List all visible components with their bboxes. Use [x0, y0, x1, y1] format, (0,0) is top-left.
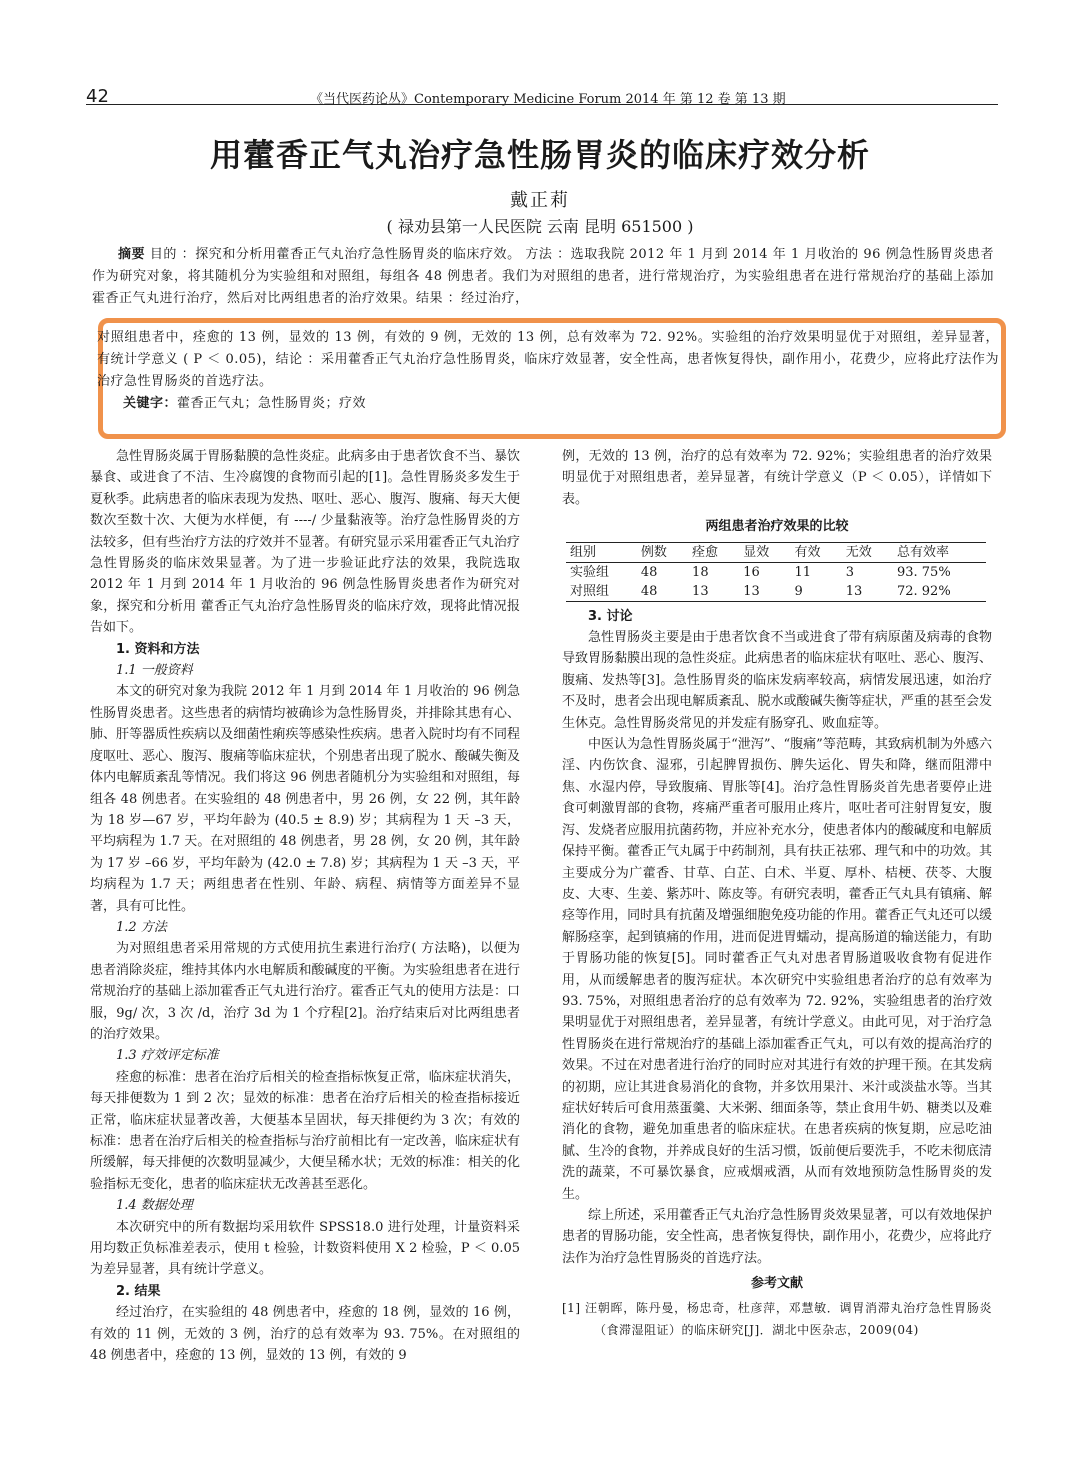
section-3-paragraph-2: 中医认为急性胃肠炎属于“泄泻”、“腹痛”等范畴，其致病机制为外感六淫、内伤饮食、湿邪，引起脾胃损伤、脾失运化、胃失和降，继而阻滞中焦、水湿内停，导致腹痛、胃胀等[4]。治疗急性胃肠炎首先患者要停止进食可刺激胃部的食物，疼痛严重者可服用止疼片，呕吐者可注射胃复安，腹泻、发烧者应服用抗菌药物，并应补充水分，使患者体内的酸碱度和电解质保持平衡。藿香正气丸属于中药制剂，具有扶正祛邪、理气和中的功效。其主要成分为广藿香、甘草、白芷、白术、半夏、厚朴、桔梗、茯苓、大腹皮、大枣、生姜、紫苏叶、陈皮等。有研究表明，藿香正气丸具有镇痛、解痉等作用，同时具有抗菌及增强细胞免疫功能的作用。藿香正气丸还可以缓解肠痉挛，起到镇痛的作用，进而促进胃蠕动，提高肠道的输送能力，有助于胃肠功能的恢复[5]。同时藿香正气丸对患者胃肠道吸收食物有促进作用，从而缓解患者的腹泻症状。本次研究中实验组患者治疗的总有效率为 93. 75%，对照组患者治疗的总有效率为 72. 92%，实验组患者的治疗效果明显优于对照组患者，差异显著，有统计学意义。由此可见，对于治疗急性胃肠炎在进行常规治疗的基础上添加霍香正气丸，可以有效的提高治疗的效果。不过在对患者进行治疗的同时应对其进行有效的护理干预。在其发病的初期，应让其进食易消化的食物，并多饮用果汁、米汁或淡盐水等。当其症状好转后可食用蒸蛋羹、大米粥、细面条等，禁止食用牛奶、糖类以及难消化的食物，避免加重患者的临床症状。在患者疾病的恢复期，应忌吃油腻、生冷的食物，并养成良好的生活习惯，饭前便后要洗手，不吃未彻底清洗的蔬菜，不可暴饮暴食，应戒烟戒酒，从而有效地预防急性肠胃炎的发生。 [562, 737, 992, 1202]
section-3-paragraph-3: 综上所述，采用藿香正气丸治疗急性肠胃炎效果显著，可以有效地保护患者的胃肠功能，安全性高，患者恢复得快，副作用小，花费少，应将此疗法作为治疗急性胃肠炎的首选疗法。 [562, 1208, 992, 1266]
table-cell: 9 [794, 583, 803, 599]
table-cell: 13 [845, 583, 863, 599]
results-continued: 例，无效的 13 例，治疗的总有效率为 72. 92%；实验组患者的治疗效果明显优于对照组患者，差异显著，有统计学意义（P ＜ 0.05），详情如下表。 [562, 449, 992, 507]
table-cell: 48 [640, 564, 658, 580]
author: 戴正莉 [510, 190, 570, 211]
journal-header: 《当代医药论丛》Contemporary Medicine Forum 2014 年 第 12 卷 第 13 期 [310, 92, 786, 107]
table-row [566, 562, 986, 582]
intro-paragraph: 急性胃肠炎属于胃肠黏膜的急性炎症。此病多由于患者饮食不当、暴饮暴食、或进食了不洁、生冷腐馊的食物而引起的[1]。急性胃肠炎多发生于夏秋季。此病患者的临床表现为发热、呕吐、恶心、腹泻、腹痛、每天大便数次至数十次、大便为水样便，有 ----/ 少量黏液等。治疗急性肠胃炎的方法较多，但有些治疗方法的疗效并不显著。有研究显示采用霍香正气丸治疗急性胃肠炎的临床效果显著。为了进一步验证此疗法的效果，我院选取 2012 年 1 月到 2014 年 1 月收治的 96 例急性肠胃炎患者作为研究对象，探究和分析用 藿香正气丸治疗急性肠胃炎的临床疗效，现将此情况报告如下。 [90, 449, 520, 636]
section-3-heading: 3. 讨论 [588, 608, 633, 624]
table-cell: 48 [640, 583, 658, 599]
abstract-label: 摘要 [118, 247, 146, 262]
table-cell: 72. 92% [896, 583, 951, 599]
references-heading: 参考文献 [750, 1276, 803, 1292]
paper-title: 用藿香正气丸治疗急性肠胃炎的临床疗效分析 [209, 136, 870, 174]
section-3-paragraph-1: 急性胃肠炎主要是由于患者饮食不当或进食了带有病原菌及病毒的食物导致胃肠黏膜出现的急性炎症。此病患者的临床症状有呕吐、恶心、腹泻、腹痛、发热等[3]。急性肠胃炎的临床发病率较高，病情发展迅速，如治疗不及时，患者会出现电解质紊乱、脱水或酸碱失衡等症状，严重的甚至会发生休克。急性胃肠炎常见的并发症有肠穿孔、败血症等。 [562, 630, 992, 731]
table-cell: 13 [692, 583, 709, 599]
table-header: 总有效率 [896, 544, 949, 560]
table-cell: 实验组 [570, 564, 610, 580]
section-1-2-heading: 1.2 方法 [116, 919, 167, 935]
section-1-2-text: 为对照组患者采用常规的方式使用抗生素进行治疗( 方法略)，以便为患者消除炎症，维持其体内水电解质和酸碱度的平衡。为实验组患者在进行常规治疗的基础上添加霍香正气丸进行治疗。霍香正气丸的使用方法是：口服，9g/ 次，3 次 /d，治疗 3d 为 1 个疗程[2]。治疗结束后对比两组患者的治疗效果。 [90, 941, 520, 1042]
table-header: 有效 [794, 544, 821, 560]
table-cell: 对照组 [570, 583, 610, 599]
left-column [90, 446, 520, 1366]
section-1-4-heading: 1.4 数据处理 [116, 1198, 193, 1214]
table-cell: 13 [743, 583, 760, 599]
section-1-3-text: 痊愈的标准：患者在治疗后相关的检查指标恢复正常，临床症状消失，每天排便数为 1 到 2 次；显效的标准：患者在治疗后相关的检查指标接近正常，临床症状显著改善，大便基本呈固状，每天排便约为 3 次；有效的标准：患者在治疗后相关的检查指标与治疗前相比有一定改善，临床症状有所缓解，每天排便的次数明显减少，大便呈稀水状；无效的标准：相关的化验指标无变化，患者的临床症状无改善甚至恶化。 [90, 1069, 520, 1192]
section-1-3-heading: 1.3 疗效评定标准 [116, 1048, 219, 1064]
affiliation: ( 禄劝县第一人民医院 云南 昆明 651500 ) [386, 217, 694, 236]
table-cell: 16 [743, 564, 760, 580]
section-1-heading: 1. 资料和方法 [116, 641, 200, 657]
table-header-row [566, 542, 986, 562]
page-number: 42 [86, 86, 109, 107]
highlight-text: 对照组患者中，痊愈的 13 例，显效的 13 例，有效的 9 例，无效的 13 例，总有效率为 72. 92%。实验组的治疗效果明显优于对照组，差异显著，有统计学意义 ( P ＜ 0.05)，结论 ：采用藿香正气丸治疗急性肠胃炎，临床疗效显著，安全性高，患者恢复得快，副作用小，花费少，应将此疗法作为治疗急性胃肠炎的首选疗法。 [97, 330, 999, 389]
results-table [566, 542, 986, 602]
section-1-1-heading: 1.1 一般资料 [116, 663, 193, 679]
table-header: 组别 [570, 544, 597, 560]
reference-item: [1] 汪朝晖，陈丹曼，杨忠奇，杜彦萍，邓慧敏．调胃消滞丸治疗急性胃肠炎（食滞湿阻证）的临床研究[J]．湖北中医杂志，2009(04) [562, 1300, 992, 1337]
abstract-text [92, 244, 994, 310]
table-cell: 3 [845, 564, 855, 580]
table-cell: 18 [692, 564, 709, 580]
keywords-text: 藿香正气丸；急性肠胃炎；疗效 [177, 396, 367, 411]
highlight-content [97, 327, 999, 415]
keywords-label: 关键字： [123, 396, 178, 411]
table-title: 两组患者治疗效果的比较 [705, 519, 849, 535]
table-header: 痊愈 [692, 544, 719, 560]
table-cell: 11 [794, 564, 812, 580]
keywords [97, 393, 999, 415]
right-column [562, 446, 992, 1341]
section-2-text: 经过治疗，在实验组的 48 例患者中，痊愈的 18 例，显效的 16 例，有效的 11 例，无效的 3 例，治疗的总有效率为 93. 75%。在对照组的 48 例患者中，痊愈的 13 例，显效的 13 例，有效的 9 [90, 1305, 520, 1364]
header-rule [86, 104, 998, 105]
abstract-body: 目的 ：探究和分析用藿香正气丸治疗急性肠胃炎的临床疗效。 方法 ：选取我院 2012 年 1 月到 2014 年 1 月收治的 96 例急性肠胃炎患者作为研究对象，将其随机分为实验组和对照组，每组各 48 例患者。我们为对照组的患者，进行常规治疗，为实验组患者在进行常规治疗的基础上添加霍香正气丸进行治疗，然后对比两组患者的治疗效果。结果 ：经过治疗， [92, 247, 994, 306]
abstract [92, 244, 994, 310]
table-header: 无效 [845, 544, 872, 560]
table-cell: 93. 75% [896, 564, 951, 580]
table-header: 例数 [640, 544, 667, 560]
highlight-box [98, 318, 1006, 439]
section-1-1-text: 本文的研究对象为我院 2012 年 1 月到 2014 年 1 月收治的 96 例急性肠胃炎患者。这些患者的病情均被确诊为急性肠胃炎，并排除其患有心、肺、肝等器质性疾病以及细菌性痢疾等感染性疾病。患者入院时均有不同程度呕吐、恶心、腹泻、腹痛等临床症状，个别患者出现了脱水、酸碱失衡及体内电解质紊乱等情况。我们将这 96 例患者随机分为实验组和对照组，每组各 48 例患者。在实验组的 48 例患者中，男 26 例，女 22 例，其年龄为 18 岁—67 岁，平均年龄为 (40.5 ± 8.9) 岁；其病程为 1 天 –3 天，平均病程为 1.7 天。在对照组的 48 例患者，男 28 例，女 20 例，其年龄为 17 岁 –66 岁，平均年龄为 (42.0 ± 7.8) 岁；其病程为 1 天 –3 天，平均病程为 1.7 天；两组患者在性别、年龄、病程、病情等方面差异不显著，具有可比性。 [90, 684, 520, 914]
section-1-4-text: 本次研究中的所有数据均采用软件 SPSS18.0 进行处理，计量资料采用均数正负标准差表示，使用 t 检验，计数资料使用 Χ 2 检验，P ＜ 0.05 为差异显著，具有统计学意义。 [90, 1219, 520, 1278]
section-2-heading: 2. 结果 [116, 1283, 161, 1299]
table-row [566, 582, 986, 602]
table-header: 显效 [743, 544, 770, 560]
